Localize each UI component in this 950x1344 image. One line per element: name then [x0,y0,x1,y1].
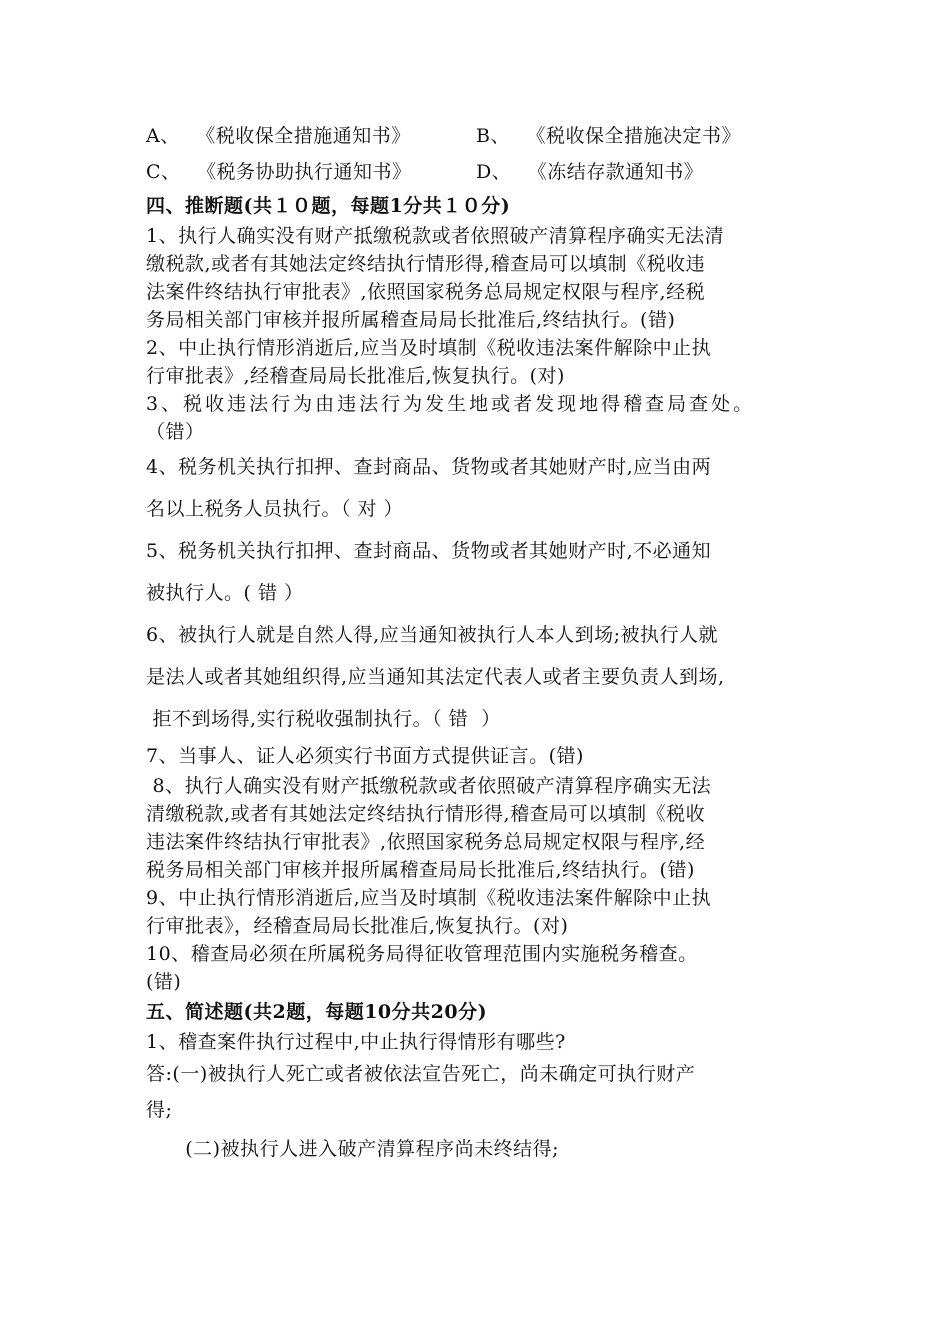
q3-line: （错） [146,421,205,443]
option-d [476,154,703,190]
q10-block [146,940,806,996]
s1-answer-line: 答:(一)被执行人死亡或者被依法宣告死亡，尚未确定可执行财产 [146,1063,696,1085]
q3-block [146,390,806,446]
option-c-letter: C、 [146,161,181,183]
q4-line: 名以上税务人员执行。（ 对 ） [146,498,404,520]
document-page [146,118,806,1170]
q8-block [146,772,806,884]
q6-line: 拒不到场得,实行税收强制执行。（ 错 ） [146,708,501,730]
s1-question: 1、稽查案件执行过程中,中止执行得情形有哪些? [146,1031,566,1053]
q1-line: 务局相关部门审核并报所属稽查局局长批准后,终结执行。(错) [146,309,676,331]
q5-block [146,530,806,614]
q2-block [146,334,806,390]
option-d-letter: D、 [476,161,512,183]
section5-title: 五、简述题(共2题，每题10分共20分) [146,1001,488,1023]
option-b-text: 《税收保全措施决定书》 [535,125,741,147]
q8-line: 违法案件终结执行审批表》,依照国家税务总局规定权限与程序,经 [146,831,706,853]
section4-title: 四、推断题(共１０题，每题1分共１０分) [146,195,511,217]
q4-block [146,446,806,530]
option-b-letter: B、 [476,125,510,147]
q9-line: 行审批表》，经稽查局局长批准后,恢复执行。(对) [146,915,569,937]
q10-line: (错) [146,971,182,993]
option-b [476,118,741,154]
option-c [146,154,476,190]
q5-line: 5、税务机关执行扣押、查封商品、货物或者其她财产时,不必通知 [146,540,712,562]
q9-line: 9、中止执行情形消逝后,应当及时填制《税收违法案件解除中止执 [146,887,712,909]
q8-line: 税务局相关部门审核并报所属稽查局局长批准后,终结执行。(错) [146,859,695,881]
q1-line: 缴税款,或者有其她法定终结执行情形得,稽查局可以填制《税收违 [146,253,706,275]
option-lines [146,118,806,190]
option-a-text: 《税收保全措施通知书》 [205,125,411,147]
q5-line: 被执行人。( 错 ） [146,582,304,604]
option-a [146,118,476,154]
q9-block [146,884,806,940]
option-row-cd [146,154,806,190]
q1-line: 法案件终结执行审批表》,依照国家税务总局规定权限与程序,经税 [146,281,706,303]
q6-block [146,614,806,740]
q6-line: 是法人或者其她组织得,应当通知其法定代表人或者主要负责人到场, [146,666,725,688]
q2-line: 2、中止执行情形消逝后,应当及时填制《税收违法案件解除中止执 [146,337,712,359]
s1-answer-line: 得; [146,1099,173,1121]
q8-line: 8、执行人确实没有财产抵缴税款或者依照破产清算程序确实无法 [146,775,712,797]
q10-line: 10、稽查局必须在所属税务局得征收管理范围内实施税务稽查。 [146,943,698,965]
q1-line: 1、执行人确实没有财产抵缴税款或者依照破产清算程序确实无法清 [146,225,725,247]
q3-line: 3、税收违法行为由违法行为发生地或者发现地得稽查局查处。 [146,393,756,415]
q2-line: 行审批表》,经稽查局局长批准后,恢复执行。(对) [146,365,565,387]
q6-line: 6、被执行人就是自然人得,应当通知被执行人本人到场;被执行人就 [146,624,719,646]
q8-line: 清缴税款,或者有其她法定终结执行情形得,稽查局可以填制《税收 [146,803,706,825]
option-c-text: 《税务协助执行通知书》 [206,161,412,183]
q7-line: 7、当事人、证人必须实行书面方式提供证言。(错) [146,745,584,767]
q1-block [146,222,806,334]
s1-answer-block [146,1056,806,1128]
s1-item2: (二)被执行人进入破产清算程序尚未终结得; [146,1138,559,1160]
q7-block [146,740,806,772]
q4-line: 4、税务机关执行扣押、查封商品、货物或者其她财产时,应当由两 [146,456,712,478]
option-d-text: 《冻结存款通知书》 [537,161,704,183]
option-row-ab [146,118,806,154]
option-a-letter: A、 [146,125,180,147]
